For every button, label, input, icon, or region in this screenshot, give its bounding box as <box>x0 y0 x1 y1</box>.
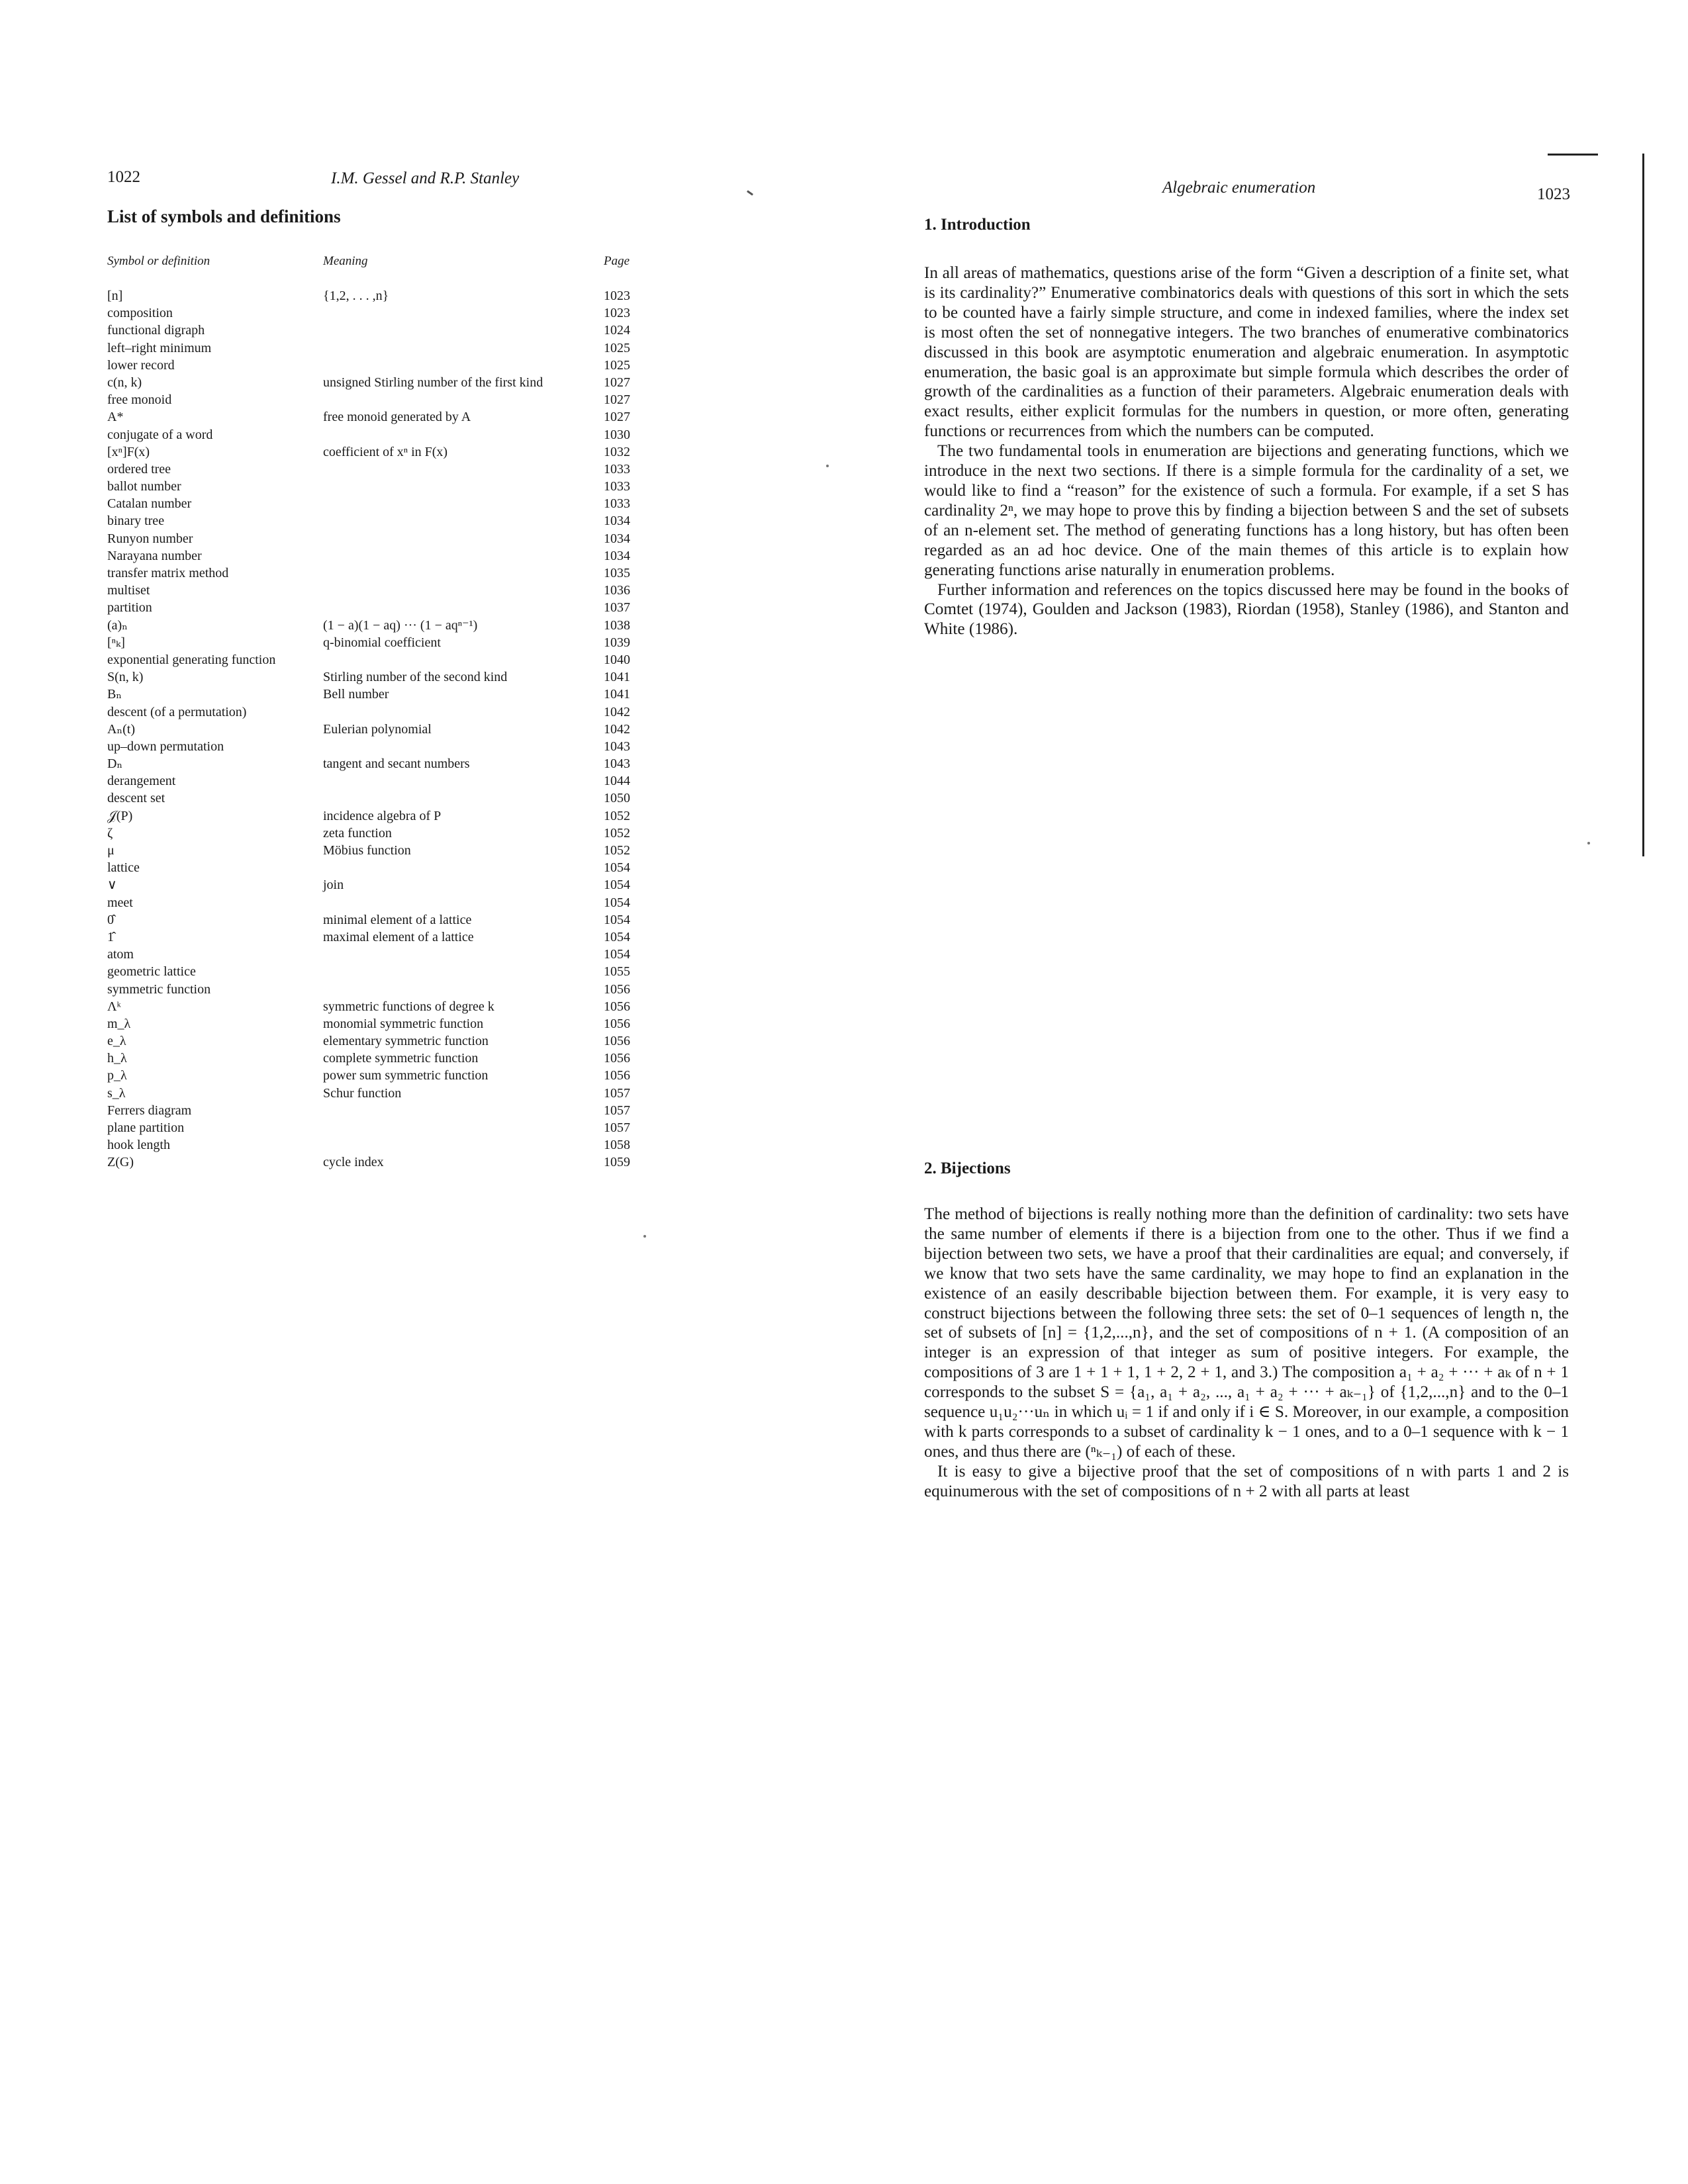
meaning-cell: Möbius function <box>323 843 411 858</box>
symbol-cell: conjugate of a word <box>107 427 213 442</box>
symbol-cell: (a)ₙ <box>107 617 128 633</box>
page-cell: 1032 <box>604 444 630 459</box>
symbol-cell: Λᵏ <box>107 999 121 1014</box>
meaning-cell: {1,2, . . . ,n} <box>323 289 389 303</box>
symbol-row <box>107 340 637 357</box>
meaning-cell: zeta function <box>323 825 392 841</box>
symbol-cell: Ferrers diagram <box>107 1103 192 1118</box>
page-cell: 1033 <box>604 479 630 494</box>
symbol-row <box>107 1119 637 1136</box>
meaning-cell: symmetric functions of degree k <box>323 999 494 1014</box>
symbol-cell: hook length <box>107 1138 170 1153</box>
symbol-row <box>107 1067 637 1084</box>
symbol-row <box>107 1050 637 1067</box>
right-page-number: 1023 <box>1537 185 1570 203</box>
paragraph: The method of bijections is really nothing more than the definition of cardinality: two sets have the same number of elements if there is a bijection from one to the other. Thus if we find a bijection between two sets, we have a proof that their cardinalities are equal; and conversely, if we know that two sets have the same cardinality, we may hope to find an explanation in the existence of an easily describable bijection between them. For example, it is very easy to construct bijections between the following three sets: the set of 0–1 sequences of length n, the set of subsets of [n] = {1,2,...,n}, and the set of compositions of n + 1. (A composition of an integer is an expression of that integer as sum of positive integers. For example, the compositions of 3 are 1 + 1 + 1, 1 + 2, 2 + 1, and 3.) The composition a₁ + a₂ + ··· + aₖ of n + 1 corresponds to the subset S = {a₁, a₁ + a₂, ..., a₁ + a₂ + ··· + aₖ₋₁} of {1,2,...,n} and to the 0–1 sequence u₁u₂···uₙ in which uᵢ = 1 if and only if i ∈ S. Moreover, in our example, a composition with k parts corresponds to a subset of cardinality k − 1 ones, and to a 0–1 sequence with k − 1 ones, and thus there are (ⁿₖ₋₁) of each of these. <box>924 1205 1569 1461</box>
symbol-row <box>107 287 637 304</box>
symbol-cell: multiset <box>107 583 150 598</box>
page-cell: 1054 <box>604 895 630 910</box>
symbol-row <box>107 1032 637 1050</box>
symbol-row <box>107 634 637 651</box>
symbol-cell: geometric lattice <box>107 964 196 979</box>
symbol-cell: meet <box>107 895 133 910</box>
page-cell: 1056 <box>604 1051 630 1066</box>
symbol-cell: lower record <box>107 357 175 373</box>
page-cell: 1052 <box>604 825 630 841</box>
page-cell: 1025 <box>604 357 630 373</box>
meaning-cell: power sum symmetric function <box>323 1068 489 1083</box>
symbol-row <box>107 374 637 391</box>
page-edge-rule-side <box>1642 154 1644 856</box>
symbol-row <box>107 755 637 772</box>
meaning-cell: free monoid generated by A <box>323 410 471 425</box>
page-cell: 1033 <box>604 496 630 512</box>
page-cell: 1050 <box>604 791 630 806</box>
page-cell: 1054 <box>604 947 630 962</box>
symbol-row <box>107 651 637 668</box>
page-cell: 1036 <box>604 583 630 598</box>
scan-dot <box>1587 842 1590 844</box>
page-cell: 1054 <box>604 878 630 893</box>
page-cell: 1040 <box>604 652 630 667</box>
page-cell: 1034 <box>604 514 630 529</box>
symbol-cell: 0̂ <box>107 912 114 927</box>
page-cell: 1044 <box>604 774 630 789</box>
page-cell: 1027 <box>604 410 630 425</box>
section-heading-bijections: 2. Bijections <box>924 1160 1011 1177</box>
symbol-row <box>107 686 637 703</box>
symbol-cell: e_λ <box>107 1034 126 1049</box>
symbol-cell: ordered tree <box>107 461 171 477</box>
symbol-row <box>107 547 637 565</box>
symbol-row <box>107 981 637 998</box>
symbol-row <box>107 495 637 512</box>
symbol-cell: p_λ <box>107 1068 127 1083</box>
page-cell: 1025 <box>604 340 630 355</box>
symbol-row <box>107 443 637 461</box>
symbol-row <box>107 738 637 755</box>
symbol-cell: Catalan number <box>107 496 192 512</box>
symbol-cell: 𝒥(P) <box>107 808 133 823</box>
symbol-cell: Bₙ <box>107 687 122 702</box>
symbol-cell: transfer matrix method <box>107 566 229 580</box>
meaning-cell: elementary symmetric function <box>323 1034 489 1049</box>
meaning-cell: Bell number <box>323 687 389 702</box>
symbol-cell: [n] <box>107 289 123 303</box>
meaning-cell: complete symmetric function <box>323 1051 479 1066</box>
symbol-cell: exponential generating function <box>107 652 276 667</box>
symbol-cell: Z(G) <box>107 1155 134 1170</box>
section-body-bijections <box>924 1205 1569 1502</box>
symbol-cell: 1̂ <box>107 929 114 944</box>
symbol-cell: s_λ <box>107 1085 126 1101</box>
page-cell: 1056 <box>604 1016 630 1031</box>
symbol-cell: symmetric function <box>107 981 211 997</box>
page-cell: 1056 <box>604 1068 630 1083</box>
symbol-cell: m_λ <box>107 1016 131 1031</box>
symbol-row <box>107 894 637 911</box>
symbol-row <box>107 357 637 374</box>
page-cell: 1043 <box>604 739 630 754</box>
column-header-page: Page <box>604 254 630 268</box>
symbol-cell: S(n, k) <box>107 670 144 685</box>
symbol-row <box>107 478 637 495</box>
page-cell: 1038 <box>604 617 630 633</box>
column-header-symbol: Symbol or definition <box>107 254 211 268</box>
scan-mark <box>747 190 753 195</box>
page-cell: 1027 <box>604 375 630 390</box>
symbol-row <box>107 946 637 963</box>
section-body-introduction <box>924 263 1569 639</box>
symbol-cell: h_λ <box>107 1051 127 1066</box>
symbol-row <box>107 807 637 825</box>
paragraph: In all areas of mathematics, questions arise of the form “Given a description of a finite set, what is its cardinality?” Enumerative combinatorics deals with questions of this sort in which the sets to be counted have a fairly simple structure, and come in indexed families, where the index set is most often the set of nonnegative integers. The two branches of enumerative combinatorics discussed in this book are asymptotic enumeration and algebraic enumeration. In asymptotic enumeration, the basic goal is an approximate but simple formula which describes the order of growth of the cardinalities as a function of their parameters. Algebraic enumeration deals with exact results, either explicit formulas for the numbers in question, or more often, generating functions or recurrences from which the numbers can be computed. <box>924 264 1569 441</box>
meaning-cell: q-binomial coefficient <box>323 635 441 650</box>
symbol-row <box>107 582 637 599</box>
page-cell: 1056 <box>604 1034 630 1049</box>
page-cell: 1056 <box>604 999 630 1014</box>
symbol-row <box>107 668 637 686</box>
symbol-cell: ∨ <box>107 878 117 893</box>
symbol-cell: descent (of a permutation) <box>107 704 247 719</box>
symbol-cell: ζ <box>107 825 113 841</box>
symbol-cell: Aₙ(t) <box>107 721 135 737</box>
page-cell: 1027 <box>604 392 630 408</box>
page-cell: 1033 <box>604 461 630 477</box>
page-cell: 1034 <box>604 548 630 563</box>
page-cell: 1042 <box>604 704 630 719</box>
section-heading-introduction: 1. Introduction <box>924 216 1031 234</box>
paragraph: It is easy to give a bijective proof that the set of compositions of n with parts 1 and 2 is equinumerous with the set of compositions of n + 2 with all parts at least <box>924 1462 1569 1500</box>
symbol-row <box>107 1102 637 1119</box>
meaning-cell: Schur function <box>323 1085 402 1101</box>
page-cell: 1054 <box>604 929 630 944</box>
symbol-row <box>107 461 637 478</box>
meaning-cell: maximal element of a lattice <box>323 929 474 944</box>
symbol-row <box>107 408 637 426</box>
left-running-head: I.M. Gessel and R.P. Stanley <box>331 169 520 187</box>
page-cell: 1030 <box>604 427 630 442</box>
symbol-cell: Runyon number <box>107 531 193 546</box>
page-cell: 1042 <box>604 721 630 737</box>
meaning-cell: coefficient of xⁿ in F(x) <box>323 444 448 459</box>
symbol-row <box>107 790 637 807</box>
symbol-cell: derangement <box>107 774 176 789</box>
page-cell: 1024 <box>604 323 630 338</box>
page-edge-rule-top <box>1548 154 1598 156</box>
meaning-cell: cycle index <box>323 1155 384 1170</box>
meaning-cell: incidence algebra of P <box>323 808 442 823</box>
symbol-cell: atom <box>107 947 134 962</box>
symbol-row <box>107 772 637 790</box>
symbol-row <box>107 599 637 616</box>
symbol-cell: composition <box>107 306 173 321</box>
symbol-cell: plane partition <box>107 1120 185 1135</box>
page-cell: 1037 <box>604 600 630 615</box>
symbols-list-title: List of symbols and definitions <box>107 206 341 226</box>
symbol-row <box>107 911 637 929</box>
meaning-cell: Stirling number of the second kind <box>323 670 508 685</box>
page-cell: 1041 <box>604 687 630 702</box>
symbol-cell: Dₙ <box>107 756 123 772</box>
symbol-cell: functional digraph <box>107 323 205 338</box>
symbol-cell: binary tree <box>107 514 165 529</box>
symbol-cell: [xⁿ]F(x) <box>107 444 150 459</box>
page-cell: 1058 <box>604 1138 630 1153</box>
page-cell: 1057 <box>604 1120 630 1135</box>
symbol-row <box>107 322 637 339</box>
page-cell: 1052 <box>604 843 630 858</box>
symbol-cell: lattice <box>107 860 140 876</box>
symbol-row <box>107 876 637 893</box>
page-cell: 1041 <box>604 670 630 685</box>
page-cell: 1023 <box>604 289 630 303</box>
symbol-cell: descent set <box>107 791 165 806</box>
scan-dot <box>643 1235 646 1238</box>
page-cell: 1054 <box>604 860 630 876</box>
symbol-cell: [ⁿₖ] <box>107 635 125 650</box>
symbol-row <box>107 617 637 634</box>
symbol-row <box>107 426 637 443</box>
meaning-cell: tangent and secant numbers <box>323 756 470 772</box>
symbol-row <box>107 1085 637 1102</box>
meaning-cell: (1 − a)(1 − aq) ··· (1 − aqⁿ⁻¹) <box>323 617 478 633</box>
meaning-cell: unsigned Stirling number of the first kind <box>323 375 543 390</box>
symbol-row <box>107 1154 637 1171</box>
symbol-cell: c(n, k) <box>107 375 142 390</box>
page-cell: 1052 <box>604 808 630 823</box>
symbol-row <box>107 929 637 946</box>
symbol-row <box>107 859 637 876</box>
symbol-row <box>107 512 637 529</box>
page-cell: 1034 <box>604 531 630 546</box>
page-cell: 1057 <box>604 1085 630 1101</box>
symbol-row <box>107 704 637 721</box>
column-header-meaning: Meaning <box>323 254 368 268</box>
paragraph: Further information and references on the topics discussed here may be found in the books of Comtet (1974), Goulden and Jackson (1983), Riordan (1958), Stanley (1986), and Stanton and White (1986). <box>924 580 1569 639</box>
symbol-cell: ballot number <box>107 479 181 494</box>
page-cell: 1057 <box>604 1103 630 1118</box>
symbol-row <box>107 998 637 1015</box>
symbol-row <box>107 1015 637 1032</box>
symbols-table <box>107 287 637 1171</box>
symbol-cell: free monoid <box>107 392 172 408</box>
symbol-row <box>107 842 637 859</box>
symbol-cell: up–down permutation <box>107 739 224 754</box>
symbol-row <box>107 304 637 322</box>
symbol-cell: A* <box>107 410 124 425</box>
symbol-row <box>107 1136 637 1154</box>
symbol-row <box>107 825 637 842</box>
page-cell: 1035 <box>604 566 630 580</box>
page-cell: 1023 <box>604 306 630 321</box>
symbol-cell: left–right minimum <box>107 340 212 355</box>
left-page-number: 1022 <box>107 168 140 186</box>
symbol-row <box>107 530 637 547</box>
scan-dot <box>826 465 829 467</box>
page-cell: 1056 <box>604 981 630 997</box>
symbol-cell: μ <box>107 843 115 858</box>
symbol-row <box>107 963 637 980</box>
meaning-cell: join <box>323 878 344 893</box>
symbol-row <box>107 565 637 582</box>
symbol-row <box>107 721 637 738</box>
page-cell: 1039 <box>604 635 630 650</box>
right-running-head: Algebraic enumeration <box>1162 179 1316 197</box>
page-cell: 1059 <box>604 1155 630 1170</box>
meaning-cell: Eulerian polynomial <box>323 721 432 737</box>
meaning-cell: minimal element of a lattice <box>323 912 472 927</box>
meaning-cell: monomial symmetric function <box>323 1016 484 1031</box>
page-cell: 1055 <box>604 964 630 979</box>
page-cell: 1043 <box>604 756 630 772</box>
symbol-cell: partition <box>107 600 152 615</box>
symbol-row <box>107 391 637 408</box>
paragraph: The two fundamental tools in enumeration are bijections and generating functions, which we introduce in the next two sections. If there is a simple formula for the cardinality of a set, we would like to find a “reason” for the existence of such a formula. For example, if a set S has cardinality 2ⁿ, we may hope to prove this by finding a bijection between S and the set of subsets of an n-element set. The method of generating functions has a long history, but has often been regarded as an ad hoc device. One of the main themes of this article is to explain how generating functions arise naturally in enumeration problems. <box>924 442 1569 579</box>
page-cell: 1054 <box>604 912 630 927</box>
symbol-cell: Narayana number <box>107 548 202 563</box>
